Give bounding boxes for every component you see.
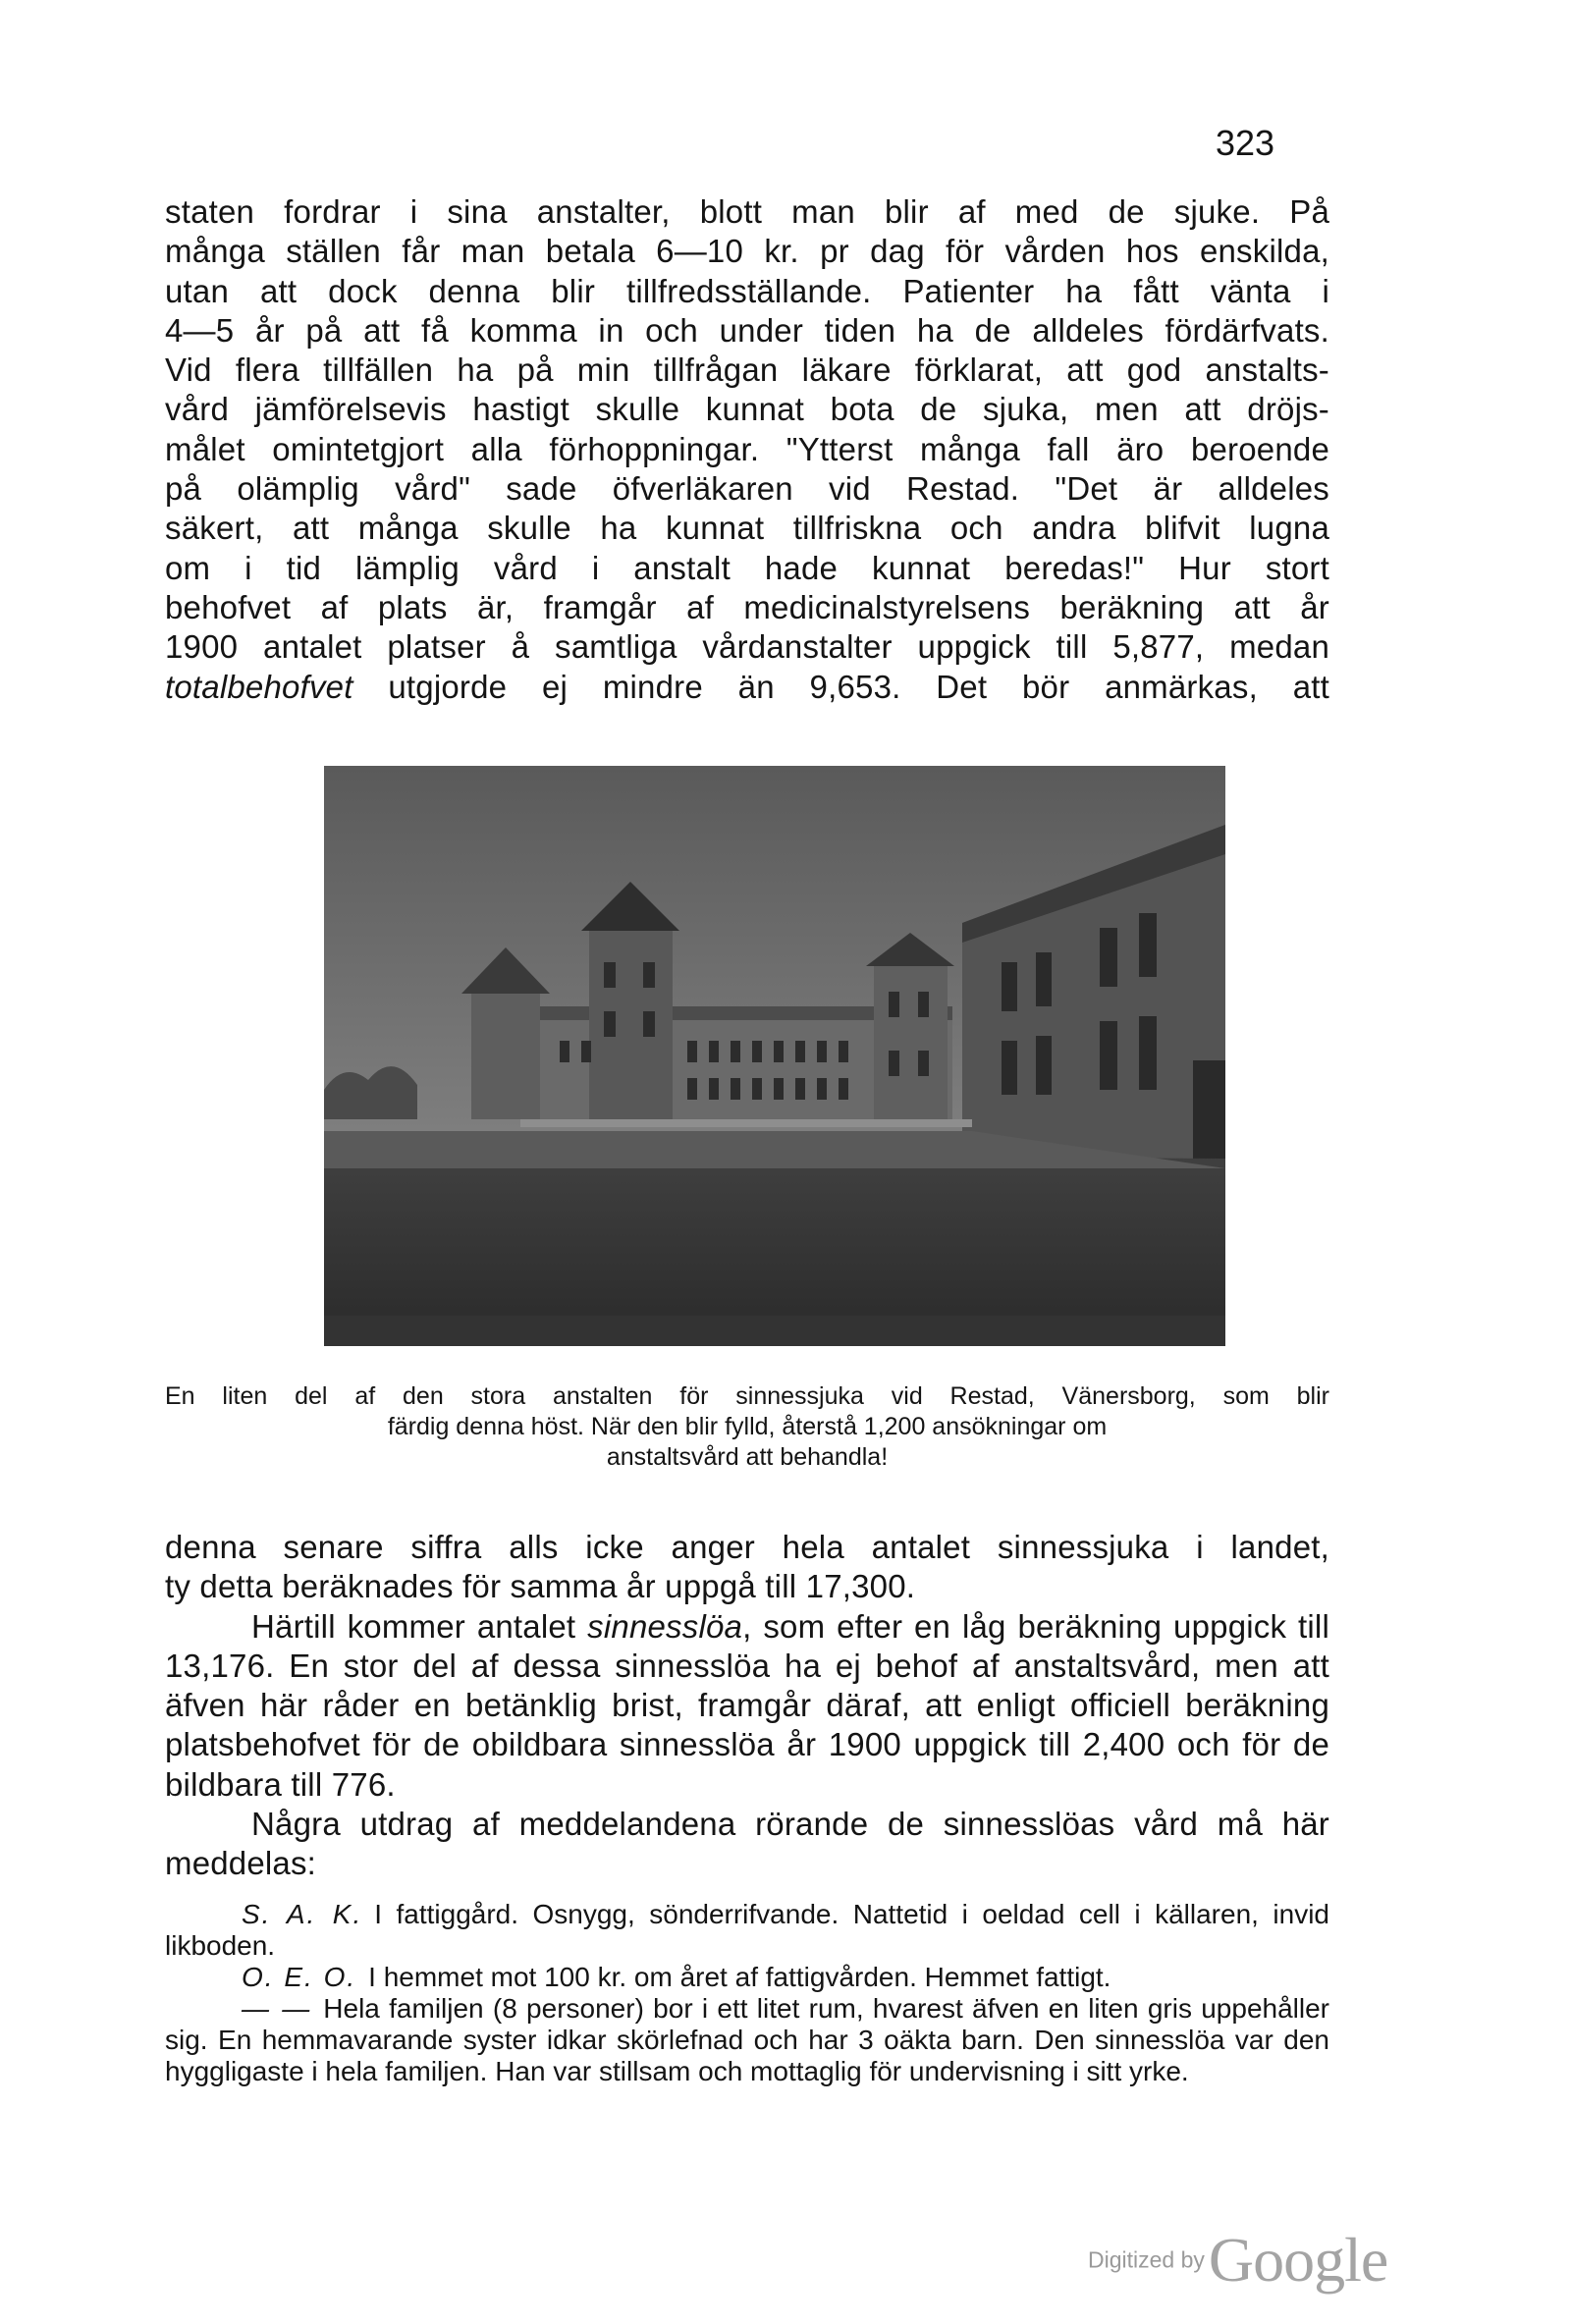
case-note-text: I fattiggård. Osnygg, sönderrifvande. Nattetid i oeldad cell i källaren, invid likboden.	[165, 1899, 1329, 1961]
case-note-text: I hemmet mot 100 kr. om året af fattigvården. Hemmet fattigt.	[368, 1962, 1111, 1992]
text-line: om i tid lämplig vård i anstalt hade kunnat beredas!" Hur stort	[165, 549, 1329, 586]
case-note	[165, 1899, 1329, 1962]
italic-term: totalbehofvet	[165, 668, 353, 705]
page-number: 323	[1216, 123, 1275, 163]
case-note-initials: — —	[242, 1993, 312, 2024]
case-note	[165, 1993, 1329, 2087]
text-line: 4—5 år på att få komma in och under tiden ha de alldeles fördärfvats.	[165, 311, 1329, 349]
text-line: många ställen får man betala 6—10 kr. pr dag för vården hos enskilda,	[165, 233, 1329, 270]
text-line: Vid flera tillfällen ha på min tillfrågan läkare förklarat, att god anstalts-	[165, 351, 1329, 389]
text-line: på olämplig vård" sade öfverläkaren vid Restad. "Det är alldeles	[165, 470, 1329, 508]
photo-illustration	[324, 766, 1225, 1346]
photo-hospital-building	[324, 766, 1225, 1346]
caption-line-2: färdig denna höst. När den blir fylld, återstå 1,200 ansökningar om	[387, 1413, 1108, 1440]
paragraph-1	[165, 192, 1329, 707]
paragraph-3	[165, 1607, 1329, 1805]
digitized-by-google-watermark	[1088, 2224, 1387, 2297]
text-run: utgjorde ej mindre än 9,653. Det bör anmärkas, att	[352, 668, 1329, 705]
google-logo: Google	[1208, 2225, 1388, 2295]
text-line: behofvet af plats är, framgår af medicinalstyrelsens beräkning att år	[165, 588, 1329, 625]
case-note-initials: O. E. O.	[242, 1962, 357, 1992]
text-line-last	[165, 668, 1329, 707]
italic-term: sinnesslöa	[587, 1607, 743, 1645]
text-line: vård jämförelsevis hastigt skulle kunnat bota de sjuka, men att dröjs-	[165, 391, 1329, 428]
text-line: 1900 antalet platser å samtliga vårdanstalter uppgick till 5,877, medan	[165, 628, 1329, 666]
text-line: utan att dock denna blir tillfredsställande. Patienter ha fått vänta i	[165, 272, 1329, 309]
digitized-by-label: Digitized by	[1088, 2246, 1205, 2273]
text-line: säkert, att många skulle ha kunnat tillfriskna och andra blifvit lugna	[165, 510, 1329, 547]
text-line: ty detta beräknades för samma år uppgå till 17,300.	[165, 1568, 916, 1605]
case-notes	[165, 1899, 1329, 2087]
text-line: målet omintetgjort alla förhoppningar. "Ytterst många fall äro beroende	[165, 430, 1329, 467]
caption-line-1: En liten del af den stora anstalten för sinnessjuka vid Restad, Vänersborg, som blir	[165, 1382, 1329, 1410]
case-note	[165, 1962, 1329, 1993]
text-run: , som efter en låg beräkning uppgick till 13,176. En stor del af dessa sinnesslöa ha ej behof af anstaltsvård, men att äfven här råder en betänklig brist, framgår däraf, att enligt officiell beräkning platsbehofvet för de obildbara sinnesslöa år 1900 uppgick till 2,400 och för de bildbara till 776.	[165, 1607, 1329, 1803]
photo-caption	[165, 1381, 1329, 1473]
text-run: Härtill kommer antalet	[251, 1607, 588, 1645]
paragraph-4: Några utdrag af meddelandena rörande de sinnesslöas vård må här meddelas:	[165, 1806, 1329, 1882]
text-line: denna senare siffra alls icke anger hela antalet sinnessjuka i landet,	[165, 1529, 1329, 1565]
text-line: staten fordrar i sina anstalter, blott man blir af med de sjuke. På	[165, 193, 1329, 230]
case-note-initials: S. A. K.	[242, 1899, 363, 1929]
paragraph-2	[165, 1528, 1329, 1884]
case-note-text: Hela familjen (8 personer) bor i ett litet rum, hvarest äfven en liten gris uppehåller sig. En hemmavarande syster idkar skörlefnad och har 3 oäkta barn. Den sinnesslöa var den hyggligaste i hela familjen. Han var stillsam och mottaglig för undervisning i sitt yrke.	[165, 1993, 1329, 2086]
caption-line-3: anstaltsvård att behandla!	[606, 1443, 889, 1471]
